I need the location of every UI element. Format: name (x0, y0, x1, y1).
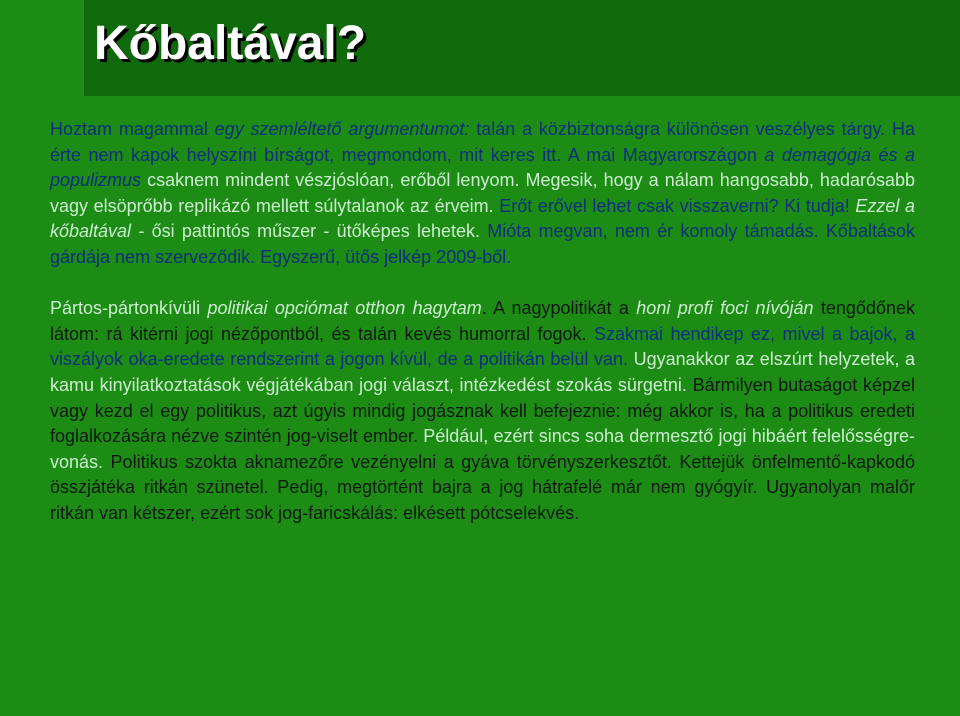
slide-content (50, 117, 915, 527)
text-segment: a demagógia és a populizmus (50, 144, 915, 191)
text-segment: Mióta megvan, nem ér komoly támadás. Kőbaltások gárdája nem szerveződik. Egyszerű, ütős jelkép 2009-ből. (50, 221, 915, 267)
text-segment: talán a közbiztonságra különösen veszélyes tárgy. Ha érte nem kapok helyszíni bírságot, megmondom, mit keres itt. A mai Magyarországon (50, 119, 916, 165)
text-segment: egy szemléltető argumentumot: (214, 119, 470, 139)
text-segment: csaknem mindent vészjóslóan, erőből lenyom. Megesik, hogy a nálam hangosabb, hadarósabb vagy elsöprőbb replikázó mellett súlytalanok az érveim. (50, 170, 915, 216)
paragraph-1 (50, 117, 915, 271)
text-segment: Erőt erővel lehet csak visszaverni? Ki tudja! (499, 195, 850, 216)
slide-title: Kőbaltával? (94, 17, 367, 70)
text-segment: Kettejük önfelmentő-kapkodó összjátéka ritkán szünetel. Pedig, megtörtént bajra a jog hátrafelé már nem gyógyír. Ugyanolyan malőr ritkán van kétszer, ezért sok jog-faricskálás: elkésett pótcselekvés. (50, 451, 915, 523)
text-segment: honi profi foci nívóján (636, 298, 814, 319)
text-segment: tengődőnek látom: rá kitérni jogi nézőpontból, és talán kevés humorral fogok. (50, 298, 915, 344)
text-segment: - ősi pattintós műszer - ütőképes lehetek. (131, 221, 488, 242)
text-segment: Bármilyen butaságot képzel vagy kezd el egy politikus, azt úgyis mindig jogásznak kell befejeznie: még akkor is, ha a politikus eredeti foglalkozására nézve szintén jog-viselt ember. (50, 374, 915, 447)
text-segment: Pártos-pártonkívüli (50, 298, 208, 319)
text-segment: Hoztam magammal (50, 119, 215, 139)
text-segment: Ezzel a kőbaltával (50, 195, 915, 242)
text-segment: politikai opciómat otthon hagytam (207, 298, 482, 319)
text-segment: . A nagypolitikát a (481, 298, 637, 319)
text-segment: Például, ezért sincs soha dermesztő jogi hibáért felelősségre-vonás. (50, 426, 915, 472)
text-segment: Politikus szokta aknamezőre vezényelni a gyáva törvényszerkesztőt. (103, 451, 672, 472)
text-segment: Szakmai hendikep ez, mivel a bajok, a viszályok oka-eredete rendszerint a jogon kívül, de a politikán belül van. (50, 323, 915, 370)
text-segment: Ugyanakkor az elszúrt helyzetek, a kamu kinyilatkoztatások végjátékában jogi választ, intézkedést szokás sürgetni. (50, 349, 915, 395)
paragraph-2 (50, 296, 915, 526)
